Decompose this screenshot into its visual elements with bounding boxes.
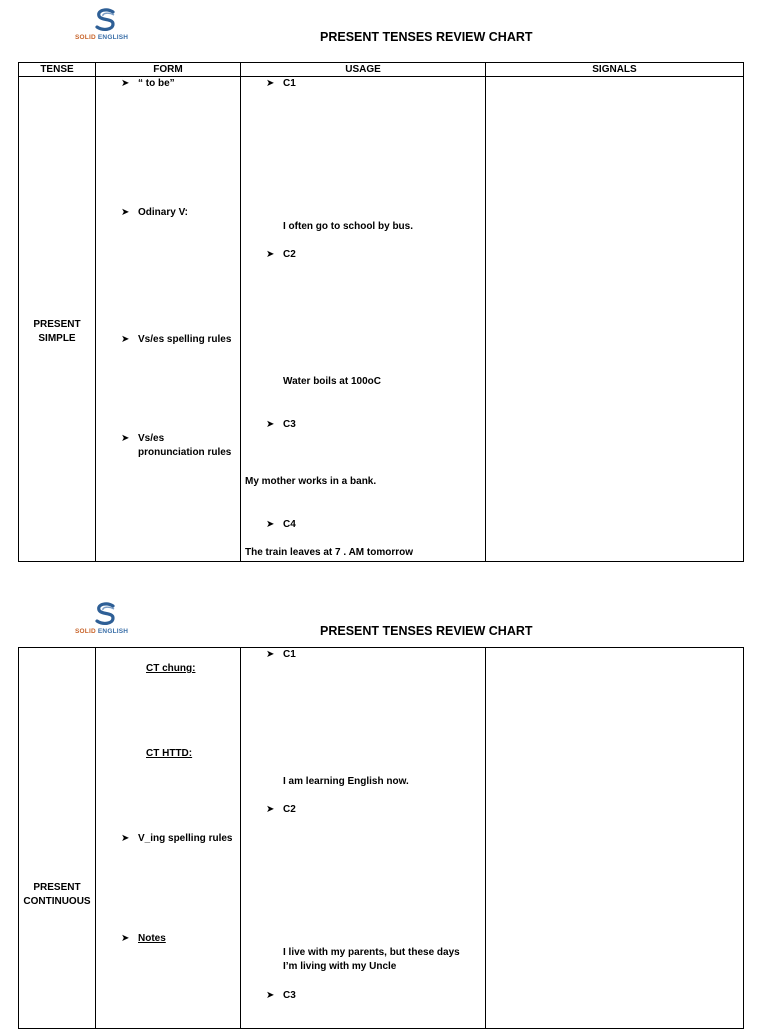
logo-s-icon — [93, 602, 119, 626]
logo-text: SOLID ENGLISH — [75, 628, 129, 635]
table-header-row — [19, 63, 744, 77]
arrow-bullet-icon: ➤ — [121, 933, 130, 944]
arrow-bullet-icon: ➤ — [121, 78, 130, 89]
review-chart-present-continuous — [18, 647, 744, 1029]
usage-example-1: I often go to school by bus. — [283, 221, 413, 232]
usage-c2: C2 — [283, 804, 296, 815]
arrow-bullet-icon: ➤ — [266, 249, 275, 260]
form-to-be: “ to be” — [138, 78, 175, 89]
form-ordinary-verb: Odinary V: — [138, 207, 189, 218]
usage-c3: C3 — [283, 419, 296, 430]
arrow-bullet-icon: ➤ — [121, 833, 130, 844]
usage-example-2a: I live with my parents, but these days — [283, 947, 460, 958]
form-pronunciation-2: pronunciation rules — [138, 447, 232, 458]
page-title: PRESENT TENSES REVIEW CHART — [320, 30, 533, 44]
usage-c1: C1 — [283, 649, 296, 660]
form-cell — [96, 77, 241, 562]
page-title: PRESENT TENSES REVIEW CHART — [320, 624, 533, 638]
table-row — [19, 77, 744, 562]
form-ving-spelling: V_ing spelling rules — [138, 833, 233, 844]
logo-s-icon — [93, 8, 119, 32]
signals-cell — [486, 648, 744, 1029]
signals-cell — [486, 77, 744, 562]
usage-cell — [241, 77, 486, 562]
usage-c3: C3 — [283, 990, 296, 1001]
tense-label-2: SIMPLE — [38, 333, 76, 344]
arrow-bullet-icon: ➤ — [121, 433, 130, 444]
form-ct-chung: CT chung: — [146, 663, 196, 674]
usage-c4: C4 — [283, 519, 296, 530]
tense-cell — [19, 648, 96, 1029]
arrow-bullet-icon: ➤ — [266, 519, 275, 530]
tense-label-2: CONTINUOUS — [23, 896, 91, 907]
arrow-bullet-icon: ➤ — [266, 990, 275, 1001]
review-chart-present-simple — [18, 62, 744, 562]
header-signals: SIGNALS — [486, 63, 744, 77]
form-pronunciation-1: Vs/es — [138, 433, 165, 444]
arrow-bullet-icon: ➤ — [266, 78, 275, 89]
usage-example-2: Water boils at 100oC — [283, 376, 381, 387]
usage-c2: C2 — [283, 249, 296, 260]
header-form: FORM — [96, 63, 241, 77]
form-cell — [96, 648, 241, 1029]
usage-example-1: I am learning English now. — [283, 776, 409, 787]
usage-example-3: My mother works in a bank. — [245, 476, 377, 487]
arrow-bullet-icon: ➤ — [266, 804, 275, 815]
arrow-bullet-icon: ➤ — [121, 334, 130, 345]
arrow-bullet-icon: ➤ — [266, 419, 275, 430]
logo-text: SOLID ENGLISH — [75, 34, 129, 41]
arrow-bullet-icon: ➤ — [121, 207, 130, 218]
table-row — [19, 648, 744, 1029]
form-spelling-rules: Vs/es spelling rules — [138, 334, 232, 345]
usage-example-2b: I’m living with my Uncle — [283, 961, 397, 972]
tense-label-1: PRESENT — [33, 319, 81, 330]
usage-c1: C1 — [283, 78, 296, 89]
header-usage: USAGE — [241, 63, 486, 77]
form-notes: Notes — [138, 933, 166, 944]
usage-cell — [241, 648, 486, 1029]
logo — [75, 8, 155, 42]
usage-example-4: The train leaves at 7 . AM tomorrow — [245, 547, 414, 558]
logo — [75, 602, 155, 636]
header-tense: TENSE — [19, 63, 96, 77]
tense-label-1: PRESENT — [33, 882, 81, 893]
arrow-bullet-icon: ➤ — [266, 649, 275, 660]
tense-cell — [19, 77, 96, 562]
form-ct-httd: CT HTTD: — [146, 748, 193, 759]
